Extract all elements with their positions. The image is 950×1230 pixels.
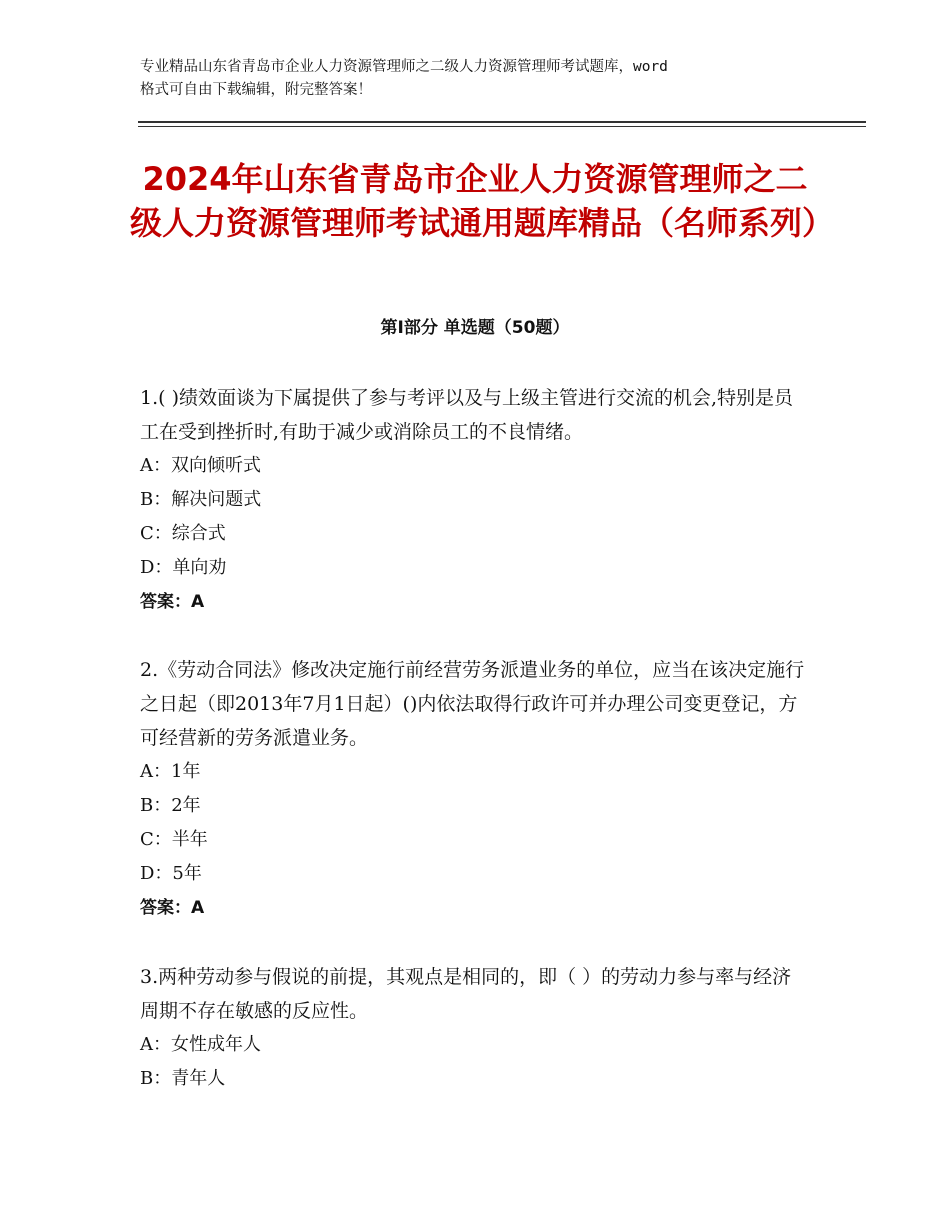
question-3 <box>140 960 810 1096</box>
question-option-a: A：1年 <box>140 761 201 782</box>
question-answer: 答案：A <box>140 592 205 612</box>
question-option-b: B：解决问题式 <box>140 489 262 510</box>
question-option-a: A：双向倾听式 <box>140 455 261 476</box>
header-divider-thick <box>138 121 866 123</box>
question-option-c: C：半年 <box>140 829 208 850</box>
question-option-a: A：女性成年人 <box>140 1034 261 1055</box>
question-stem: 2.《劳动合同法》修改决定施行前经营劳务派遣业务的单位，应当在该决定施行之日起（即2013年7月1日起）()内依法取得行政许可并办理公司变更登记，方可经营新的劳务派遣业务。 <box>140 659 805 749</box>
header-note <box>140 56 820 102</box>
question-stem: 3.两种劳动参与假说的前提，其观点是相同的，即（ ）的劳动力参与率与经济周期不存在敏感的反应性。 <box>140 966 792 1022</box>
header-note-line-2: 格式可自由下载编辑，附完整答案！ <box>140 82 372 98</box>
question-2 <box>140 653 810 925</box>
question-stem: 1.( )绩效面谈为下属提供了参与考评以及与上级主管进行交流的机会,特别是员工在受到挫折时,有助于减少或消除员工的不良情绪。 <box>140 387 794 443</box>
question-option-c: C：综合式 <box>140 523 226 544</box>
section-title: 第Ⅰ部分 单选题（50题） <box>380 318 570 338</box>
document-title: 2024年山东省青岛市企业人力资源管理师之二级人力资源管理师考试通用题库精品（名师系列） <box>130 160 835 242</box>
header-note-line-1: 专业精品山东省青岛市企业人力资源管理师之二级人力资源管理师考试题库，word <box>140 59 668 75</box>
header-divider-thin <box>138 126 866 127</box>
question-option-d: D：5年 <box>140 863 202 884</box>
question-option-b: B：2年 <box>140 795 201 816</box>
question-answer: 答案：A <box>140 898 205 918</box>
question-option-d: D：单向劝 <box>140 557 227 578</box>
question-option-b: B：青年人 <box>140 1068 226 1089</box>
question-1 <box>140 381 810 619</box>
